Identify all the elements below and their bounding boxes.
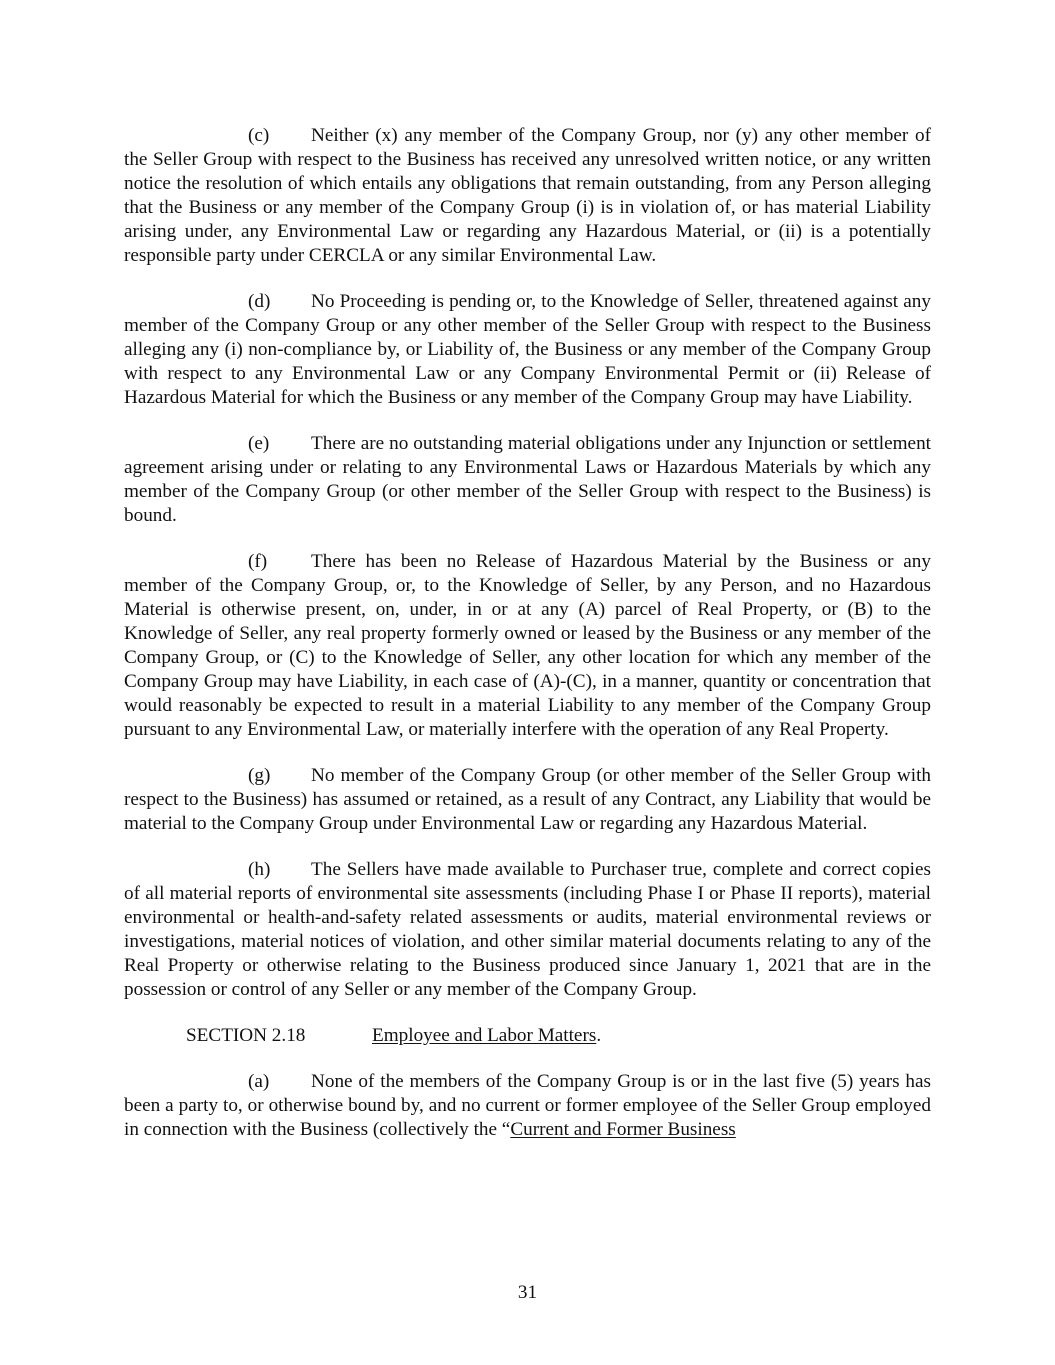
- paragraph-text: There are no outstanding material obligations under any Injunction or settlement agreement arising under or relating to any Environmental Laws or Hazardous Materials by which any member of the Company Group (or other member of the Seller Group with respect to the Business) is bound.: [124, 433, 931, 526]
- paragraph-g: [124, 764, 931, 836]
- paragraph-text: None of the members of the Company Group is or in the last five (5) years has been a party to, or otherwise bound by, and no current or former employee of the Seller Group employed in connection with the Business (collectively the “: [124, 1071, 931, 1140]
- paragraph-label: (g): [248, 765, 271, 786]
- paragraph-label: (a): [248, 1071, 270, 1092]
- page-number: 31: [517, 1282, 538, 1303]
- section-title-period: .: [596, 1025, 602, 1046]
- document-page: [124, 124, 931, 1164]
- paragraph-a: [124, 1070, 931, 1142]
- paragraph-h: [124, 858, 931, 1002]
- paragraph-text: No Proceeding is pending or, to the Knowledge of Seller, threatened against any member of the Company Group or any other member of the Seller Group with respect to the Business alleging any (i) non-compliance by, or Liability of, the Business or any member of the Company Group with respect to any Environmental Law or any Company Environmental Permit or (ii) Release of Hazardous Material for which the Business or any member of the Company Group may have Liability.: [124, 291, 931, 408]
- paragraph-label: (c): [248, 125, 270, 146]
- paragraph-text: Neither (x) any member of the Company Group, nor (y) any other member of the Seller Group with respect to the Business has received any unresolved written notice, or any written notice the resolution of which entails any obligations that remain outstanding, from any Person alleging that the Business or any member of the Company Group (i) is in violation of, or has material Liability arising under, any Environmental Law or regarding any Hazardous Material, or (ii) is a potentially responsible party under CERCLA or any similar Environmental Law.: [124, 125, 931, 266]
- paragraph-d: [124, 290, 931, 410]
- paragraph-text: No member of the Company Group (or other member of the Seller Group with respect to the Business) has assumed or retained, as a result of any Contract, any Liability that would be material to the Company Group under Environmental Law or regarding any Hazardous Material.: [124, 765, 931, 834]
- paragraph-f: [124, 550, 931, 742]
- paragraph-text: There has been no Release of Hazardous Material by the Business or any member of the Company Group, or, to the Knowledge of Seller, by any Person, and no Hazardous Material is otherwise present, on, under, in or at any (A) parcel of Real Property, or (B) to the Knowledge of Seller, any real property formerly owned or leased by the Business or any member of the Company Group, or (C) to the Knowledge of Seller, any other location for which any member of the Company Group may have Liability, in each case of (A)-(C), in a manner, quantity or concentration that would reasonably be expected to result in a material Liability to any member of the Company Group pursuant to any Environmental Law, or materially interfere with the operation of any Real Property.: [124, 551, 931, 740]
- section-heading: [124, 1024, 931, 1048]
- section-title: Employee and Labor Matters: [372, 1025, 597, 1046]
- paragraph-label: (e): [248, 433, 270, 454]
- defined-term: Current and Former Business: [510, 1119, 736, 1140]
- paragraph-label: (h): [248, 859, 271, 880]
- paragraph-label: (f): [248, 551, 268, 572]
- paragraph-label: (d): [248, 291, 271, 312]
- paragraph-text: The Sellers have made available to Purchaser true, complete and correct copies of all material reports of environmental site assessments (including Phase I or Phase II reports), material environmental or health-and-safety related assessments or audits, material environmental reviews or investigations, material notices of violation, and other similar material documents relating to any of the Real Property or otherwise relating to the Business produced since January 1, 2021 that are in the possession or control of any Seller or any member of the Company Group.: [124, 859, 931, 1000]
- section-number: SECTION 2.18: [186, 1025, 306, 1046]
- paragraph-e: [124, 432, 931, 528]
- paragraph-c: [124, 124, 931, 268]
